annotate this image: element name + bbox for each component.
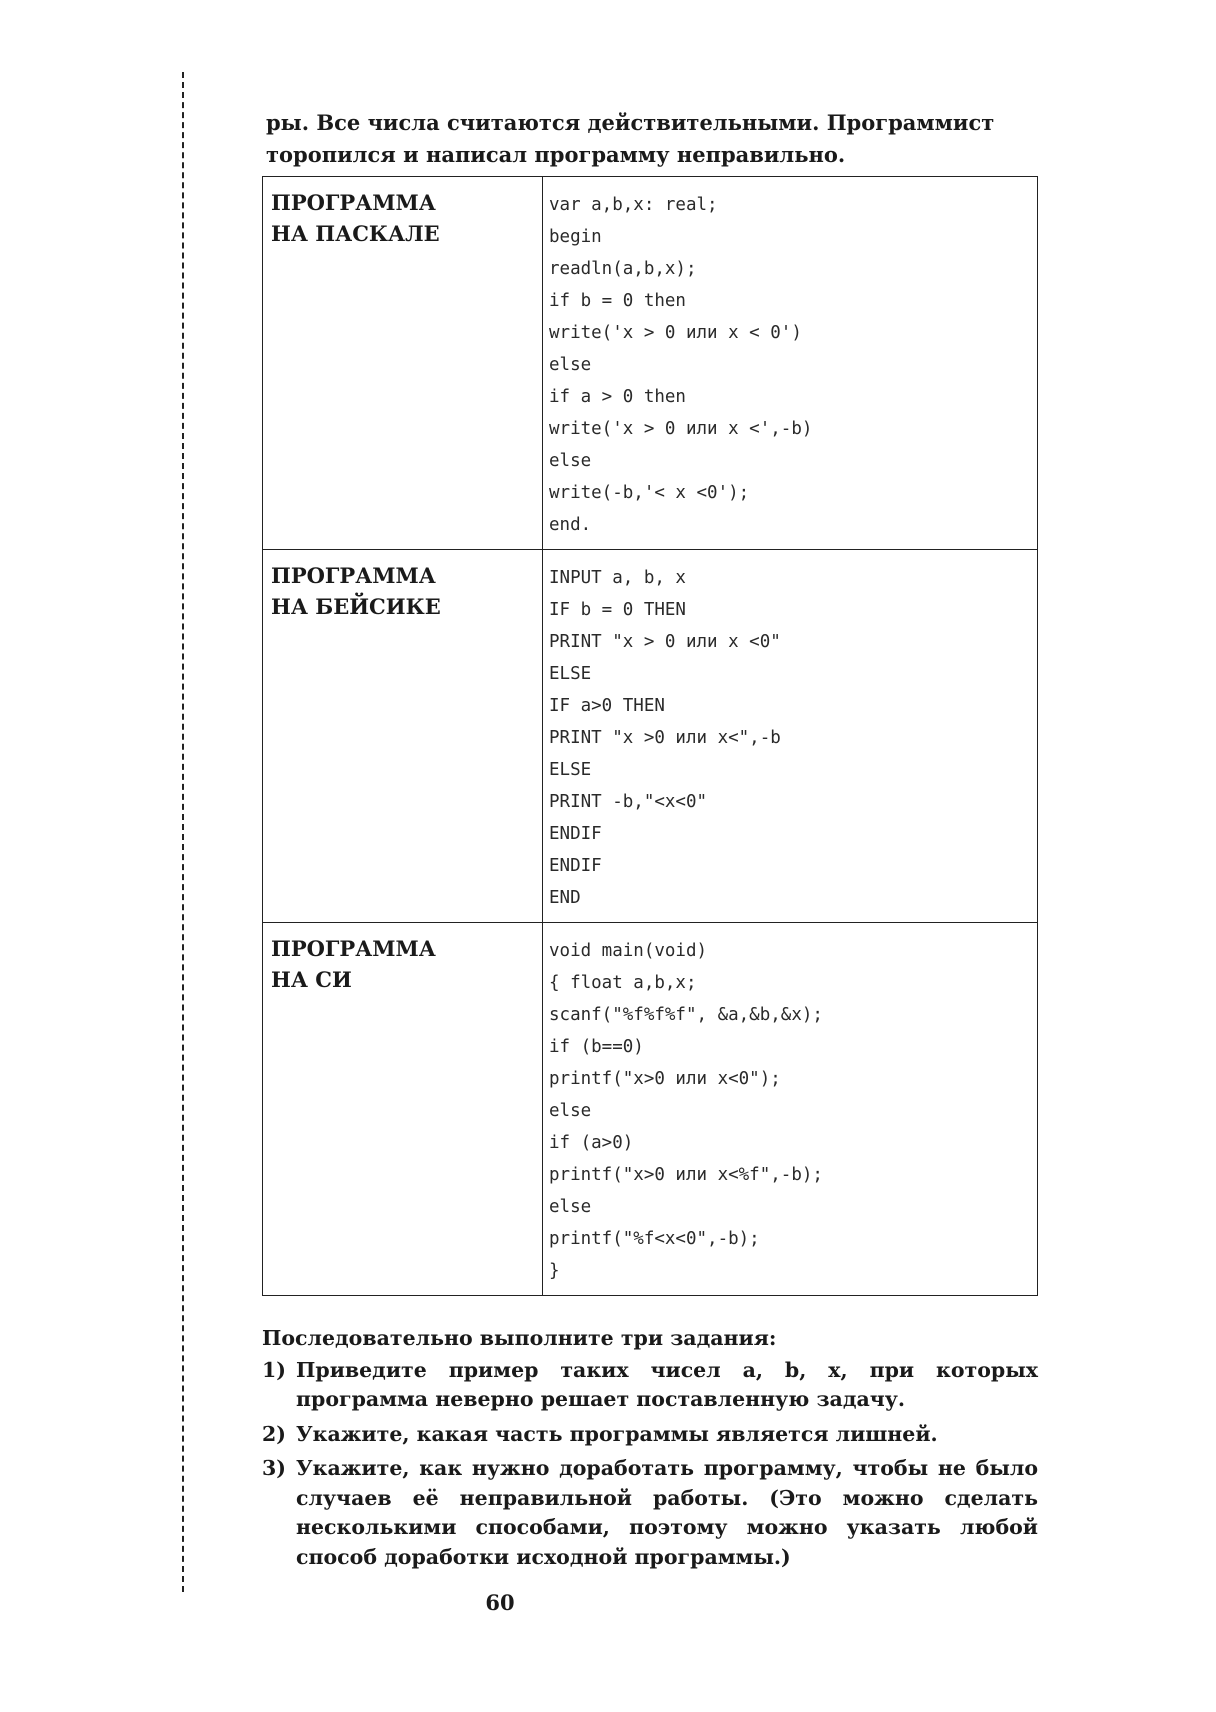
code-line: readln(a,b,x); — [549, 259, 697, 279]
intro-paragraph: ры. Все числа считаются действительными. Программист торопился и написал программу неправильно. — [266, 110, 995, 167]
code-line: if a > 0 then — [549, 387, 686, 407]
code-line: else — [549, 1101, 592, 1121]
program-row-c — [263, 923, 1038, 1296]
code-line: IF b = 0 THEN — [549, 600, 686, 620]
program-row-pascal — [263, 177, 1038, 550]
tasks-section — [262, 1324, 1038, 1577]
code-line: } — [549, 1261, 560, 1281]
program-row-basic — [263, 550, 1038, 923]
code-line: ELSE — [549, 760, 592, 780]
task-number: 3) — [262, 1456, 286, 1480]
program-code-cell — [543, 550, 1038, 923]
code-line: IF a>0 THEN — [549, 696, 665, 716]
program-label-line: ПРОГРАММА — [271, 563, 436, 588]
code-line: scanf("%f%f%f", &a,&b,&x); — [549, 1005, 823, 1025]
code-line: write('x > 0 или x <',-b) — [549, 419, 813, 439]
task-text: Укажите, как нужно доработать программу, чтобы не было случаев её неправильной работы. (Это можно сделать несколькими способами, поэтому можно указать любой способ доработки исходной программы.) — [296, 1456, 1038, 1569]
code-line: if (a>0) — [549, 1133, 634, 1153]
task-item — [262, 1420, 1038, 1450]
code-line: end. — [549, 515, 592, 535]
program-label-cell — [263, 550, 543, 923]
code-line: write('x > 0 или x < 0') — [549, 323, 802, 343]
program-label-line: НА БЕЙСИКЕ — [271, 594, 441, 619]
task-number: 1) — [262, 1357, 286, 1382]
task-text: Приведите пример таких чисел a, b, x, при которых программа неверно решает поставленную задачу. — [296, 1357, 1038, 1411]
code-line: if (b==0) — [549, 1037, 644, 1057]
code-line: INPUT a, b, x — [549, 568, 686, 588]
program-label-cell — [263, 177, 543, 550]
code-line: ELSE — [549, 664, 592, 684]
task-item — [262, 1356, 1038, 1415]
page-number: 60 — [485, 1590, 515, 1615]
code-line: if b = 0 then — [549, 291, 686, 311]
code-line: ENDIF — [549, 824, 602, 844]
task-item — [262, 1454, 1038, 1572]
code-line: printf("%f<x<0",-b); — [549, 1229, 760, 1249]
program-label-line: ПРОГРАММА — [271, 190, 436, 215]
code-line: PRINT "x > 0 или x <0" — [549, 632, 781, 652]
code-line: ENDIF — [549, 856, 602, 876]
task-text: Укажите, какая часть программы является лишней. — [296, 1421, 938, 1446]
code-line: printf("x>0 или x<%f",-b); — [549, 1165, 823, 1185]
code-line: else — [549, 451, 592, 471]
program-label-line: НА СИ — [271, 967, 352, 992]
program-label-line: ПРОГРАММА — [271, 936, 436, 961]
program-label-cell — [263, 923, 543, 1296]
code-line: printf("x>0 или x<0"); — [549, 1069, 781, 1089]
program-code-cell — [543, 923, 1038, 1296]
task-number: 2) — [262, 1421, 286, 1446]
tasks-intro: Последовательно выполните три задания: — [262, 1326, 777, 1350]
code-line: END — [549, 888, 581, 908]
code-line: else — [549, 355, 592, 375]
code-line: write(-b,'< x <0'); — [549, 483, 750, 503]
cut-line-margin — [182, 72, 184, 1592]
code-line: var a,b,x: real; — [549, 195, 718, 215]
code-line: PRINT "x >0 или x<",-b — [549, 728, 781, 748]
program-code-cell — [543, 177, 1038, 550]
code-line: { float a,b,x; — [549, 973, 697, 993]
code-line: begin — [549, 227, 602, 247]
code-line: PRINT -b,"<x<0" — [549, 792, 708, 812]
program-label-line: НА ПАСКАЛЕ — [271, 221, 440, 246]
code-line: void main(void) — [549, 941, 708, 961]
programs-table — [262, 176, 1038, 1296]
code-line: else — [549, 1197, 592, 1217]
